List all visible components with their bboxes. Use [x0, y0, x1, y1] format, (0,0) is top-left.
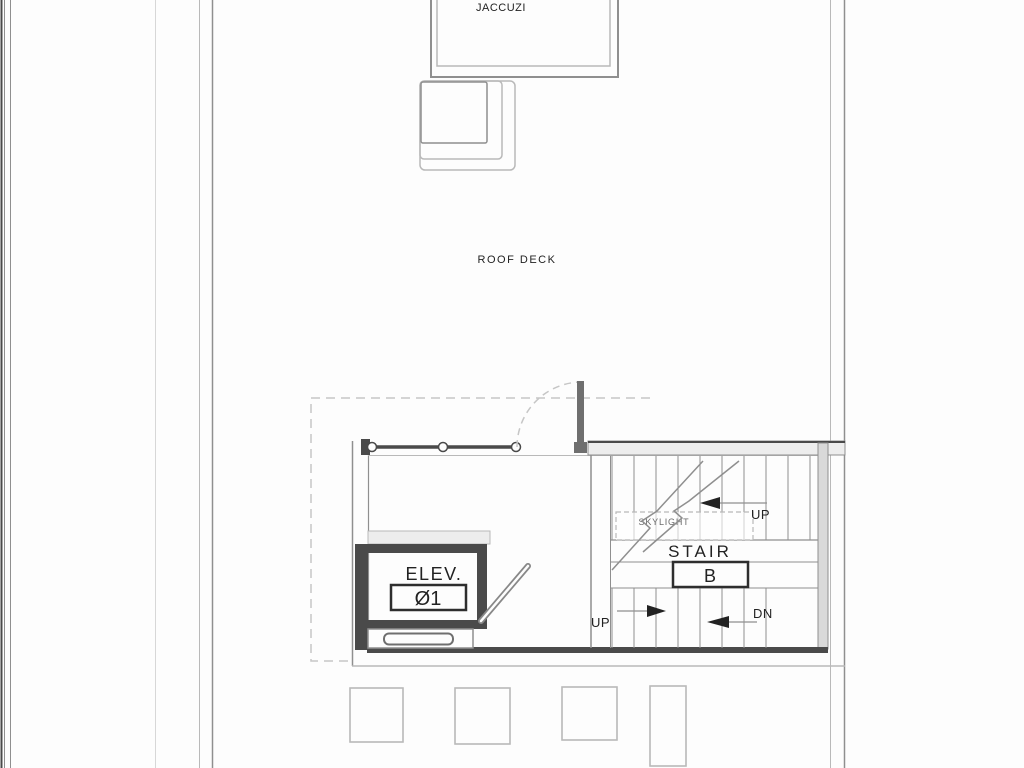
stair-letter: B [703, 566, 717, 586]
jacuzzi-label: JACCUZI [476, 2, 526, 14]
stair-treads-lower [612, 588, 766, 648]
stair-right-wall [818, 443, 828, 649]
up-arrow-bottom [591, 605, 666, 630]
deck-railing [361, 439, 521, 455]
skylight-outline [616, 512, 753, 540]
down-arrow [707, 606, 773, 628]
column-square [650, 686, 686, 766]
column-square [350, 688, 403, 742]
roof-access-door [517, 381, 587, 453]
elevator-label: ELEV. [405, 564, 463, 584]
up-bottom-label: UP [591, 615, 611, 630]
up-top-label: UP [751, 507, 771, 522]
down-label: DN [753, 606, 773, 621]
elevator-number: Ø1 [414, 588, 442, 610]
stair-label: STAIR [668, 542, 732, 561]
jacuzzi-steps [420, 81, 515, 170]
stair-enclosure [591, 455, 818, 648]
elevator-shaft [355, 531, 528, 650]
column-squares [350, 686, 686, 766]
door-leaf [577, 381, 584, 445]
skylight-label: SKYLIGHT [638, 517, 690, 527]
roof-deck-label: ROOF DECK [477, 254, 557, 266]
top-wall [588, 441, 845, 455]
door-swing-arc [517, 382, 582, 447]
column-square [455, 688, 510, 744]
column-square [562, 687, 617, 740]
jacuzzi-tub [431, 0, 618, 77]
door-hinge [574, 442, 587, 453]
